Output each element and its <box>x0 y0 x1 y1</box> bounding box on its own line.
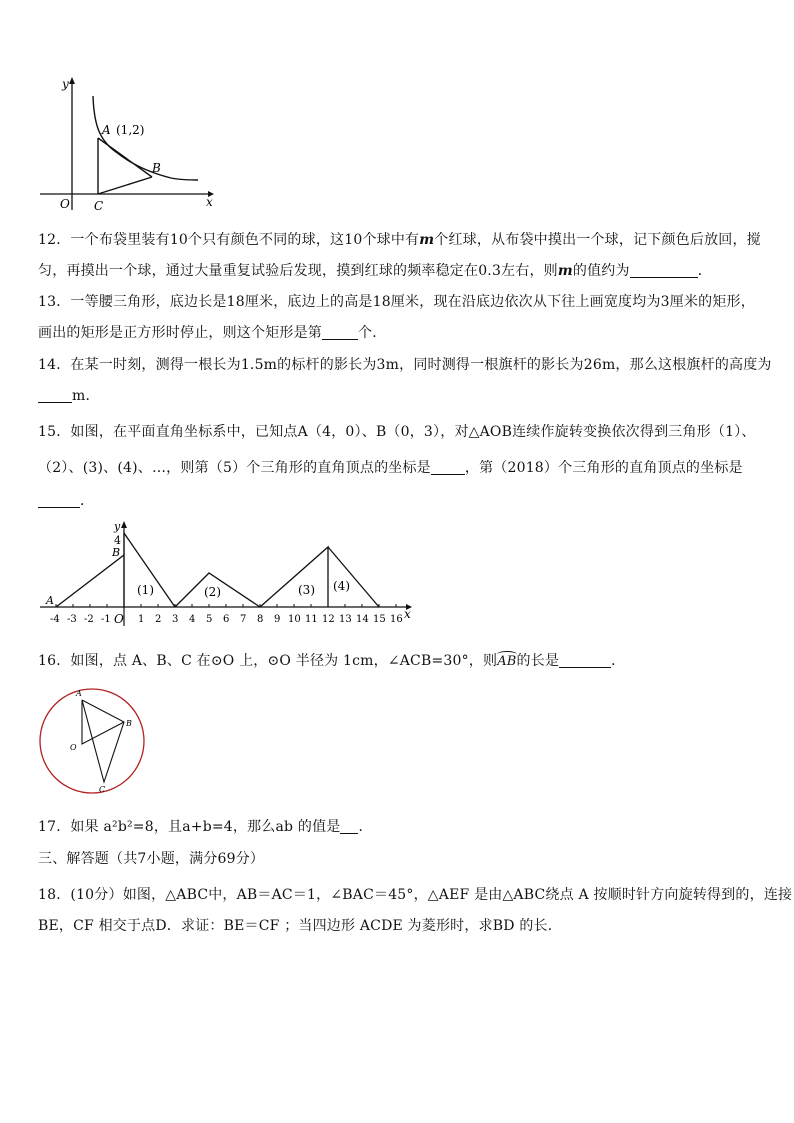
x-tick-label: -3 <box>67 614 77 625</box>
x-tick-label: 12 <box>322 614 335 625</box>
point-a-label: A <box>76 689 82 698</box>
point-b-label: B <box>152 161 161 175</box>
x-tick-label: 2 <box>155 614 162 625</box>
x-axis-label: x <box>404 607 411 621</box>
answer-blank[interactable] <box>38 493 80 508</box>
point-a-label: A <box>46 594 54 607</box>
x-tick-label: 16 <box>390 614 403 625</box>
triangle-aob <box>56 555 124 607</box>
x-tick-label: -1 <box>101 614 111 625</box>
point-b-label: B <box>126 719 132 728</box>
circle-o <box>40 689 144 793</box>
variable-m: m <box>557 263 573 279</box>
y-axis-arrow <box>121 521 127 528</box>
figure-hyperbola <box>36 74 220 212</box>
q17-line1: 17．如果 a²b²=8，且a+b=4，那么ab 的值是 ． <box>38 819 373 835</box>
segment-cb <box>98 177 152 194</box>
arc-mark <box>497 651 516 658</box>
x-tick-label: 8 <box>257 614 264 625</box>
variable-m: m <box>419 232 435 248</box>
answer-blank[interactable] <box>559 653 611 668</box>
point-a-coord: (1,2) <box>116 123 145 137</box>
q13-line1: 13．一等腰三角形，底边长是18厘米，底边上的高是18厘米，现在沿底边依次从下往上画宽度均为3厘米的矩形， <box>38 294 755 310</box>
answer-blank[interactable] <box>340 819 358 834</box>
figure-circle <box>36 686 150 796</box>
x-tick-label: 4 <box>189 614 196 625</box>
x-tick-label: 5 <box>206 614 213 625</box>
x-tick-label: 7 <box>240 614 247 625</box>
y-axis-label: y <box>62 77 69 91</box>
q14-line1: 14．在某一时刻，测得一根长为1.5m的标杆的影长为3m，同时测得一根旗杆的影长为26m，那么这根旗杆的高度为 <box>38 357 772 373</box>
x-tick-label: 10 <box>288 614 301 625</box>
x-tick-label: -4 <box>50 614 60 625</box>
x-tick-label: 13 <box>339 614 352 625</box>
q15-line1: 15．如图，在平面直角坐标系中，已知点A（4，0）、B（0，3），对△AOB连续作旋转变换依次得到三角形（1）、 <box>38 424 756 440</box>
q16-line1: 16．如图，点 A、B、C 在⊙O 上，⊙O 半径为 1cm，∠ACB=30°，则 AB的长是 ． <box>38 653 626 669</box>
q13-line2: 画出的矩形是正方形时停止，则这个矩形是第 个． <box>38 325 387 341</box>
answer-blank[interactable] <box>630 263 698 278</box>
x-axis-label: x <box>206 195 213 209</box>
origin-label: O <box>114 612 124 626</box>
x-tick-label: 6 <box>223 614 230 625</box>
point-c-label: C <box>94 199 104 212</box>
triangle-3-label: (3) <box>298 583 315 597</box>
answer-blank[interactable] <box>322 325 358 340</box>
point-a-label: A <box>102 123 111 137</box>
triangle-3 <box>260 547 328 607</box>
x-tick-label: 14 <box>356 614 369 625</box>
x-tick-label: 9 <box>274 614 281 625</box>
q12-line2: 匀，再摸出一个球，通过大量重复试验后发现，摸到红球的频率稳定在0.3左右，则m的值约为 ． <box>38 263 712 279</box>
triangle-4 <box>328 547 379 607</box>
q18-line2: BE，CF 相交于点D．求证：BE＝CF ；当四边形 ACDE 为菱形时，求BD 的长． <box>38 918 562 934</box>
x-tick-label: 15 <box>373 614 386 625</box>
triangle-4-label: (4) <box>333 579 350 593</box>
x-tick-label: -2 <box>84 614 94 625</box>
point-c-label: C <box>99 785 106 794</box>
triangle-1-label: (1) <box>137 583 154 597</box>
point-o-label: O <box>70 743 77 752</box>
x-tick-label: 11 <box>305 614 318 625</box>
y-axis-arrow <box>69 77 75 84</box>
section-title: 三、解答题（共7小题，满分69分） <box>38 851 265 867</box>
q12-line1: 12．一个布袋里装有10个只有颜色不同的球，这10个球中有m个红球，从布袋中摸出一个球，记下颜色后放回，搅 <box>38 232 761 248</box>
origin-label: O <box>60 197 70 211</box>
figure-rotating-triangles <box>36 518 416 630</box>
x-tick-label: 1 <box>138 614 145 625</box>
y-axis-label: y <box>114 520 121 533</box>
answer-blank[interactable] <box>431 460 465 475</box>
arc-ab: AB <box>497 654 516 669</box>
segment-ab <box>98 138 152 177</box>
triangle-2-label: (2) <box>204 585 221 599</box>
q14-line2: m． <box>38 385 100 405</box>
x-tick-label: 3 <box>172 614 179 625</box>
y-tick-4: 4 <box>114 534 121 547</box>
point-b-label: B <box>112 546 121 559</box>
hyperbola-curve <box>93 96 198 180</box>
q15-line2: （2）、(3)、(4)、…，则第（5）个三角形的直角顶点的坐标是 ，第（2018）个三角形的直角顶点的坐标是 <box>38 460 743 476</box>
q15-line3: ． <box>38 490 94 510</box>
answer-blank[interactable] <box>38 388 72 403</box>
q18-line1: 18．(10分）如图，△ABC中，AB＝AC＝1，∠BAC＝45°，△AEF 是由△ABC绕点 A 按顺时针方向旋转得到的，连接 <box>38 887 793 903</box>
